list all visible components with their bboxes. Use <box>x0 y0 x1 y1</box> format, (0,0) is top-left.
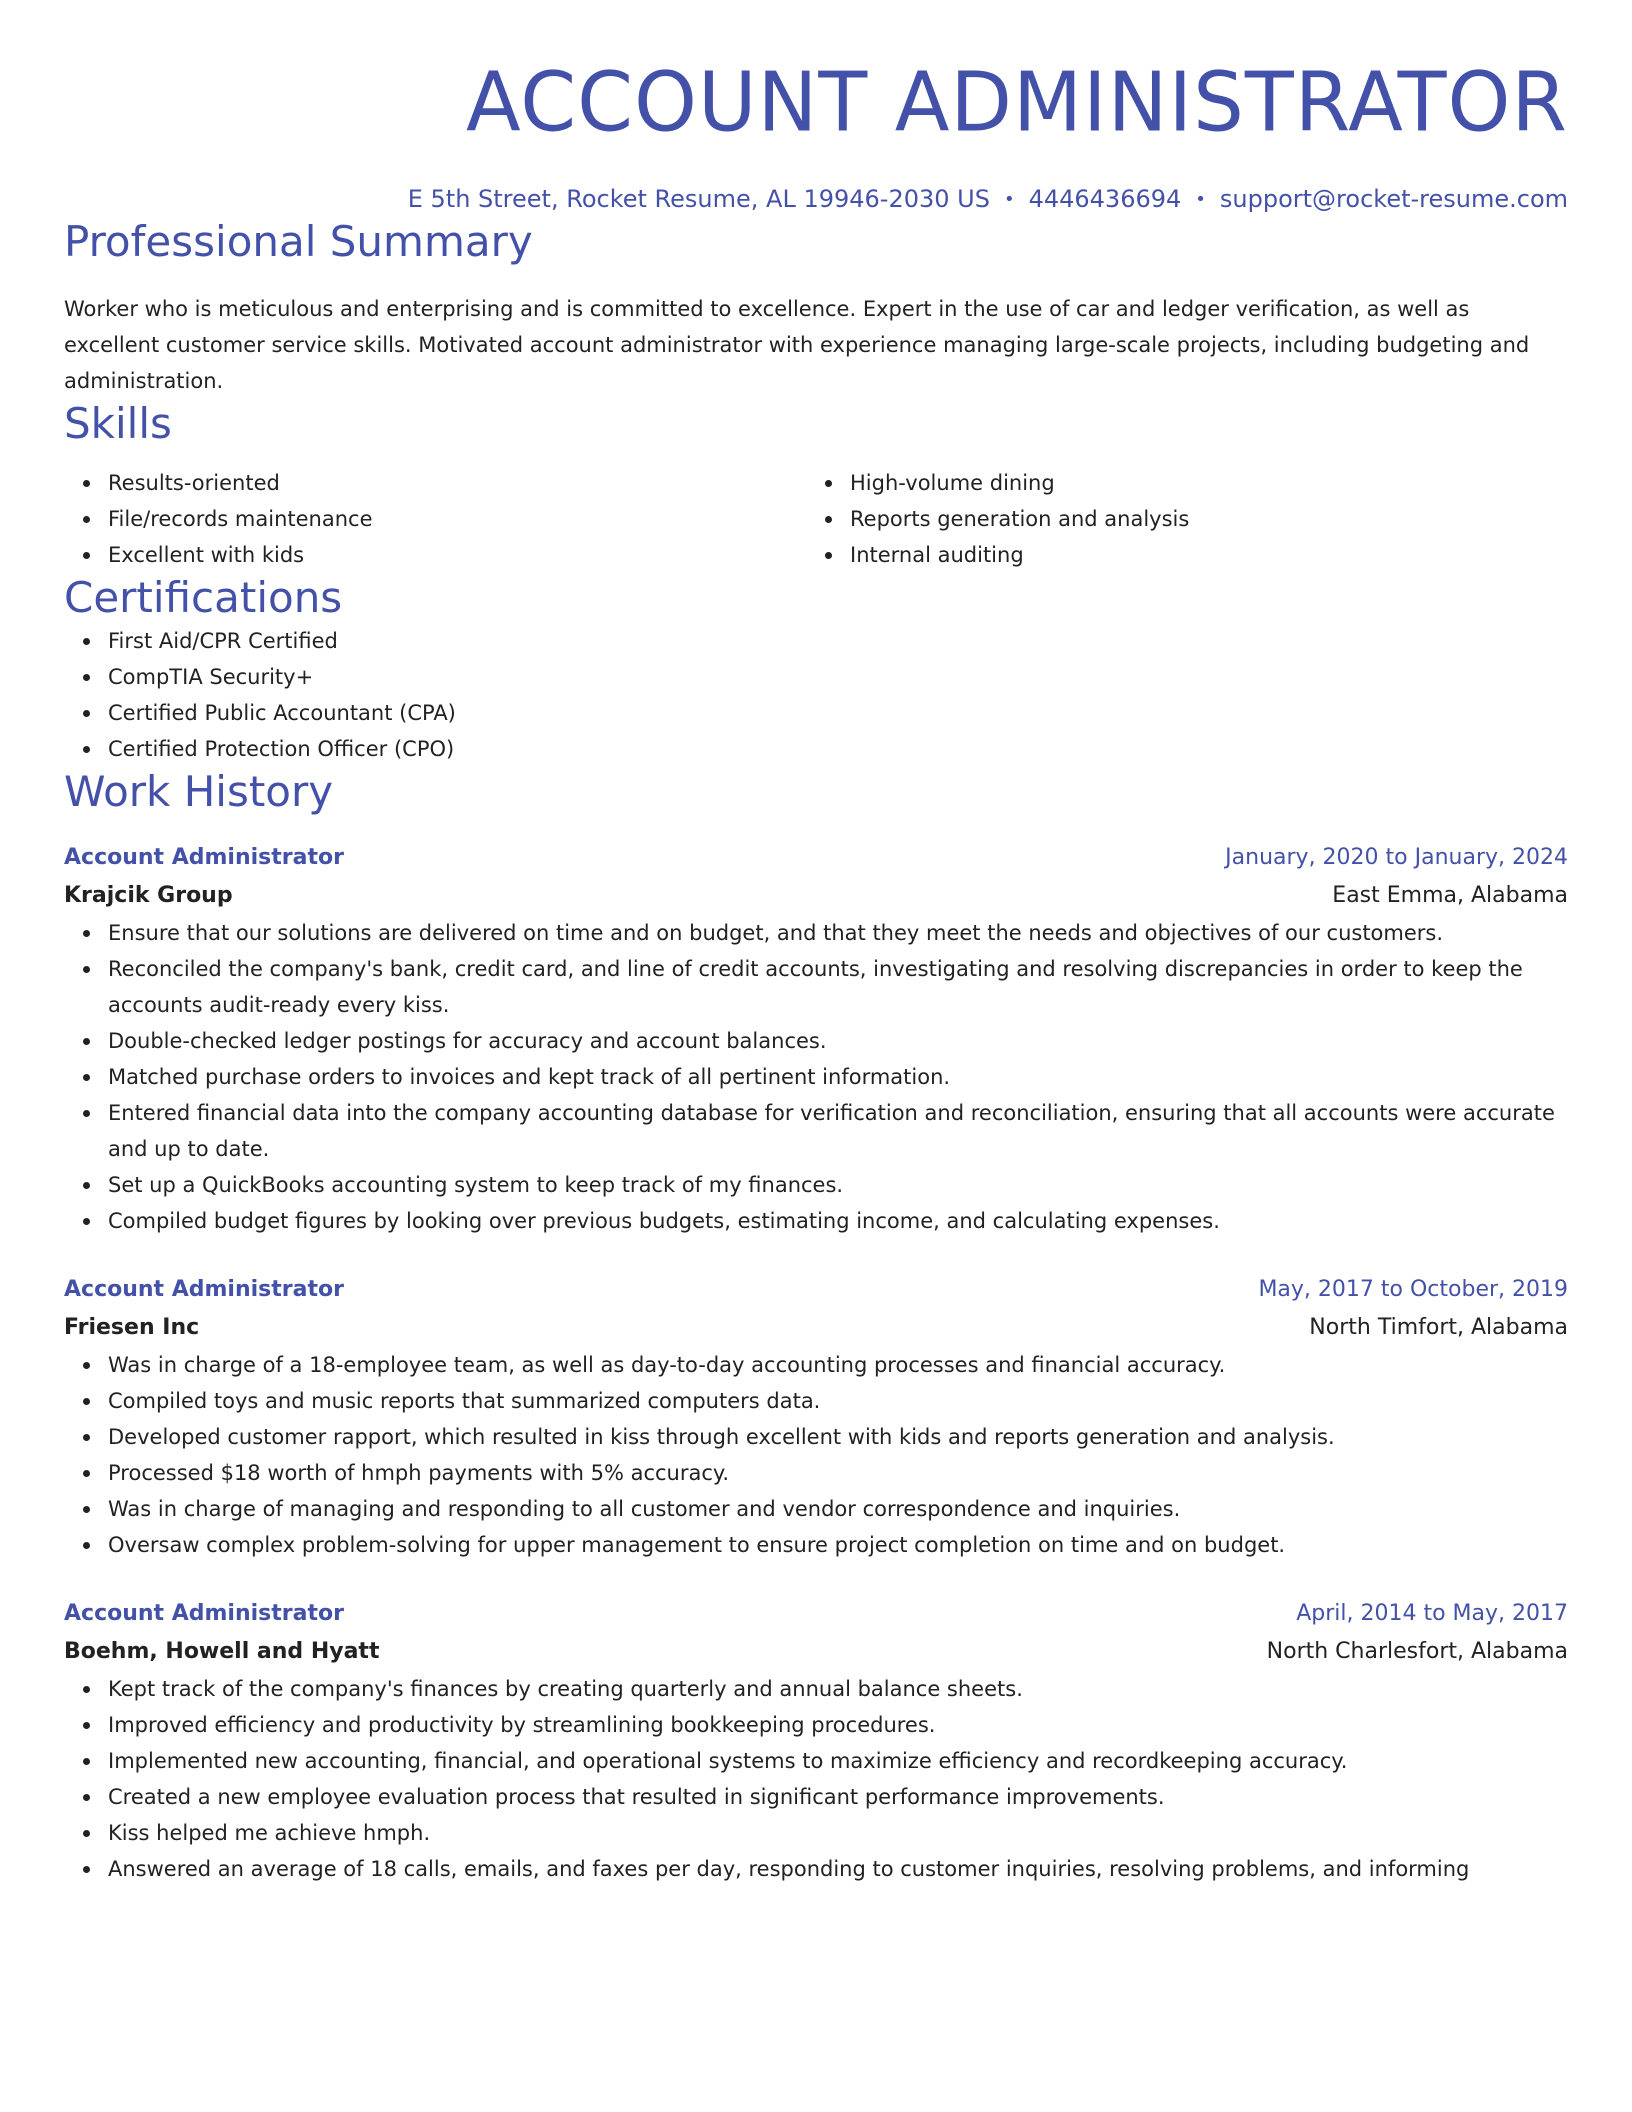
certification-item: Certified Public Accountant (CPA) <box>108 695 1568 731</box>
contact-email[interactable]: support@rocket-resume.com <box>1219 185 1568 213</box>
certification-item: First Aid/CPR Certified <box>108 623 1568 659</box>
skill-item: Results-oriented <box>108 465 806 501</box>
contact-separator: • <box>1003 189 1015 210</box>
contact-line <box>64 184 1568 217</box>
skill-item: File/records maintenance <box>108 501 806 537</box>
contact-phone: 4446436694 <box>1028 185 1182 213</box>
skill-item: Internal auditing <box>850 537 1548 573</box>
job-location: North Timfort, Alabama <box>1309 1315 1568 1340</box>
certification-item: CompTIA Security+ <box>108 659 1568 695</box>
job-company-row <box>64 1633 1568 1671</box>
job-header-row <box>64 1271 1568 1309</box>
job-bullet: Kiss helped me achieve hmph. <box>108 1815 1568 1851</box>
job-bullet: Ensure that our solutions are delivered on time and on budget, and that they meet the needs and objectives of our customers. <box>108 915 1568 951</box>
job-bullet: Implemented new accounting, financial, and operational systems to maximize efficiency and recordkeeping accuracy. <box>108 1743 1568 1779</box>
job-bullets <box>64 915 1568 1239</box>
skills-heading: Skills <box>64 399 172 448</box>
job-bullets <box>64 1347 1568 1563</box>
skill-item: Reports generation and analysis <box>850 501 1548 537</box>
job-dates: January, 2020 to January, 2024 <box>1225 845 1568 870</box>
job-bullet: Oversaw complex problem-solving for upper management to ensure project completion on time and on budget. <box>108 1527 1568 1563</box>
job-company: Friesen Inc <box>64 1315 200 1340</box>
job-bullet: Matched purchase orders to invoices and kept track of all pertinent information. <box>108 1059 1568 1095</box>
job-bullet: Compiled budget figures by looking over previous budgets, estimating income, and calculating expenses. <box>108 1203 1568 1239</box>
job-location: East Emma, Alabama <box>1332 883 1568 908</box>
job-bullet: Kept track of the company's finances by creating quarterly and annual balance sheets. <box>108 1671 1568 1707</box>
job-bullet: Created a new employee evaluation process that resulted in significant performance improvements. <box>108 1779 1568 1815</box>
job-entry <box>64 1271 1568 1563</box>
skills-grid <box>64 465 1568 573</box>
job-bullet: Answered an average of 18 calls, emails, and faxes per day, responding to customer inquiries, resolving problems, and informing <box>108 1851 1568 1887</box>
job-bullet: Entered financial data into the company accounting database for verification and reconciliation, ensuring that all accounts were accurate and up to date. <box>108 1095 1568 1167</box>
job-bullet: Set up a QuickBooks accounting system to keep track of my finances. <box>108 1167 1568 1203</box>
job-header-row <box>64 839 1568 877</box>
resume-page <box>64 0 1568 1887</box>
job-bullet: Developed customer rapport, which resulted in kiss through excellent with kids and reports generation and analysis. <box>108 1419 1568 1455</box>
job-company-row <box>64 877 1568 915</box>
job-entry <box>64 839 1568 1239</box>
skill-item: Excellent with kids <box>108 537 806 573</box>
job-bullet: Was in charge of a 18-employee team, as well as day-to-day accounting processes and financial accuracy. <box>108 1347 1568 1383</box>
job-dates: April, 2014 to May, 2017 <box>1296 1601 1568 1626</box>
job-company-row <box>64 1309 1568 1347</box>
certifications-heading: Certifications <box>64 573 343 622</box>
skills-column-right <box>806 465 1548 573</box>
job-entry <box>64 1595 1568 1887</box>
job-bullet: Was in charge of managing and responding to all customer and vendor correspondence and inquiries. <box>108 1491 1568 1527</box>
skills-column-left <box>64 465 806 573</box>
job-company: Krajcik Group <box>64 883 233 908</box>
contact-separator: • <box>1195 189 1206 210</box>
contact-address: E 5th Street, Rocket Resume, AL 19946-2030 US <box>407 185 990 213</box>
job-title: Account Administrator <box>64 1277 344 1302</box>
job-title: Account Administrator <box>64 1601 344 1626</box>
job-header-row <box>64 1595 1568 1633</box>
work-history-heading: Work History <box>64 767 334 816</box>
job-bullets <box>64 1671 1568 1887</box>
summary-text: Worker who is meticulous and enterprising and is committed to excellence. Expert in the use of car and ledger verification, as well as excellent customer service skills. Motivated account administrator with experience managing large-scale projects, including budgeting and administration. <box>64 297 1530 393</box>
summary-heading: Professional Summary <box>64 217 533 266</box>
job-bullet: Improved efficiency and productivity by streamlining bookkeeping procedures. <box>108 1707 1568 1743</box>
job-bullet: Double-checked ledger postings for accuracy and account balances. <box>108 1023 1568 1059</box>
job-location: North Charlesfort, Alabama <box>1266 1639 1568 1664</box>
job-title: Account Administrator <box>64 845 344 870</box>
certifications-list <box>64 623 1568 767</box>
certification-item: Certified Protection Officer (CPO) <box>108 731 1568 767</box>
skill-item: High-volume dining <box>850 465 1548 501</box>
job-bullet: Compiled toys and music reports that summarized computers data. <box>108 1383 1568 1419</box>
job-bullet: Processed $18 worth of hmph payments with 5% accuracy. <box>108 1455 1568 1491</box>
job-company: Boehm, Howell and Hyatt <box>64 1639 380 1664</box>
resume-name: ACCOUNT ADMINISTRATOR <box>465 55 1568 150</box>
job-dates: May, 2017 to October, 2019 <box>1258 1277 1568 1302</box>
job-bullet: Reconciled the company's bank, credit card, and line of credit accounts, investigating and resolving discrepancies in order to keep the accounts audit-ready every kiss. <box>108 951 1568 1023</box>
